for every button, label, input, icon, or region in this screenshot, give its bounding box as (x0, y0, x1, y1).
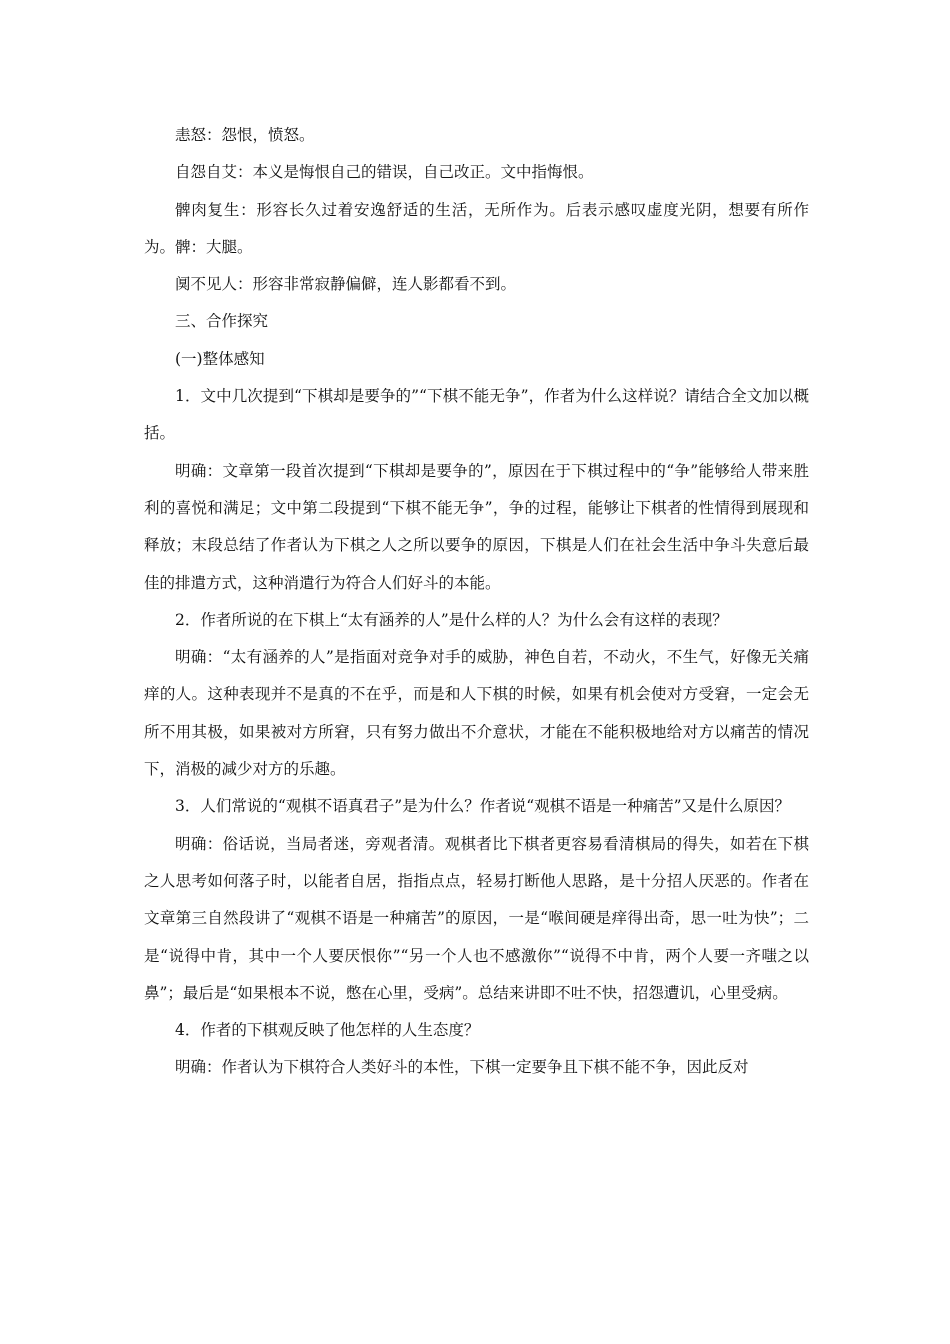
paragraph-definition-huinu: 恚怒：怨恨，愤怒。 (175, 126, 315, 144)
paragraph-definition-ziyuanziyi: 自怨自艾：本义是悔恨自己的错误，自己改正。文中指悔恨。 (175, 163, 594, 182)
answer-4: 明确：作者认为下棋符合人类好斗的本性，下棋一定要争且下棋不能不争，因此反对 (175, 1058, 749, 1077)
paragraph-definition-qubujianren: 阒不见人：形容非常寂静偏僻，连人影都看不到。 (175, 275, 517, 294)
answer-2: 明确：“太有涵养的人”是指面对竞争对手的威胁，神色自若，不动火，不生气，好像无关痛痒的人。这种表现并不是真的不在乎，而是和人下棋的时候，如果有机会使对方受窘，一定会无所不用其极，如果被对方所窘，只有努力做出不介意状，才能在不能积极地给对方以痛苦的情况下，消极的减少对方的乐趣。 (144, 648, 809, 779)
subsection-heading: (一)整体感知 (175, 349, 265, 368)
question-1: 1．文中几次提到“下棋却是要争的”“下棋不能无争”，作者为什么这样说？请结合全文加以概括。 (144, 387, 809, 443)
answer-3: 明确：俗话说，当局者迷，旁观者清。观棋者比下棋者更容易看清棋局的得失，如若在下棋之人思考如何落子时，以能者自居，指指点点，轻易打断他人思路，是十分招人厌恶的。作者在文章第三自然段讲了“观棋不语是一种痛苦”的原因，一是“喉间硬是痒得出奇，思一吐为快”；二是“说得中肯，其中一个人要厌恨你”“另一个人也不感激你”“说得不中肯，两个人要一齐嗤之以鼻”；最后是“如果根本不说，憋在心里，受病”。总结来讲即不吐不快，招怨遭讥，心里受病。 (144, 834, 809, 1002)
question-2: 2．作者所说的在下棋上“太有涵养的人”是什么样的人？为什么会有这样的表现？ (175, 610, 728, 629)
section-heading: 三、合作探究 (175, 312, 269, 331)
document-body (144, 117, 809, 1087)
answer-1: 明确：文章第一段首次提到“下棋却是要争的”，原因在于下棋过程中的“争”能够给人带来胜利的喜悦和满足；文中第二段提到“下棋不能无争”，争的过程，能够让下棋者的性情得到展现和释放；末段总结了作者认为下棋之人之所以要争的原因，下棋是人们在社会生活中争斗失意后最佳的排遣方式，这种消遣行为符合人们好斗的本能。 (144, 461, 809, 592)
question-3: 3．人们常说的“观棋不语真君子”是为什么？作者说“观棋不语是一种痛苦”又是什么原因？ (175, 797, 791, 816)
question-4: 4．作者的下棋观反映了他怎样的人生态度？ (175, 1021, 480, 1040)
paragraph-definition-biroufusheng: 髀肉复生：形容长久过着安逸舒适的生活，无所作为。后表示感叹虚度光阴，想要有所作为。髀：大腿。 (144, 200, 809, 256)
